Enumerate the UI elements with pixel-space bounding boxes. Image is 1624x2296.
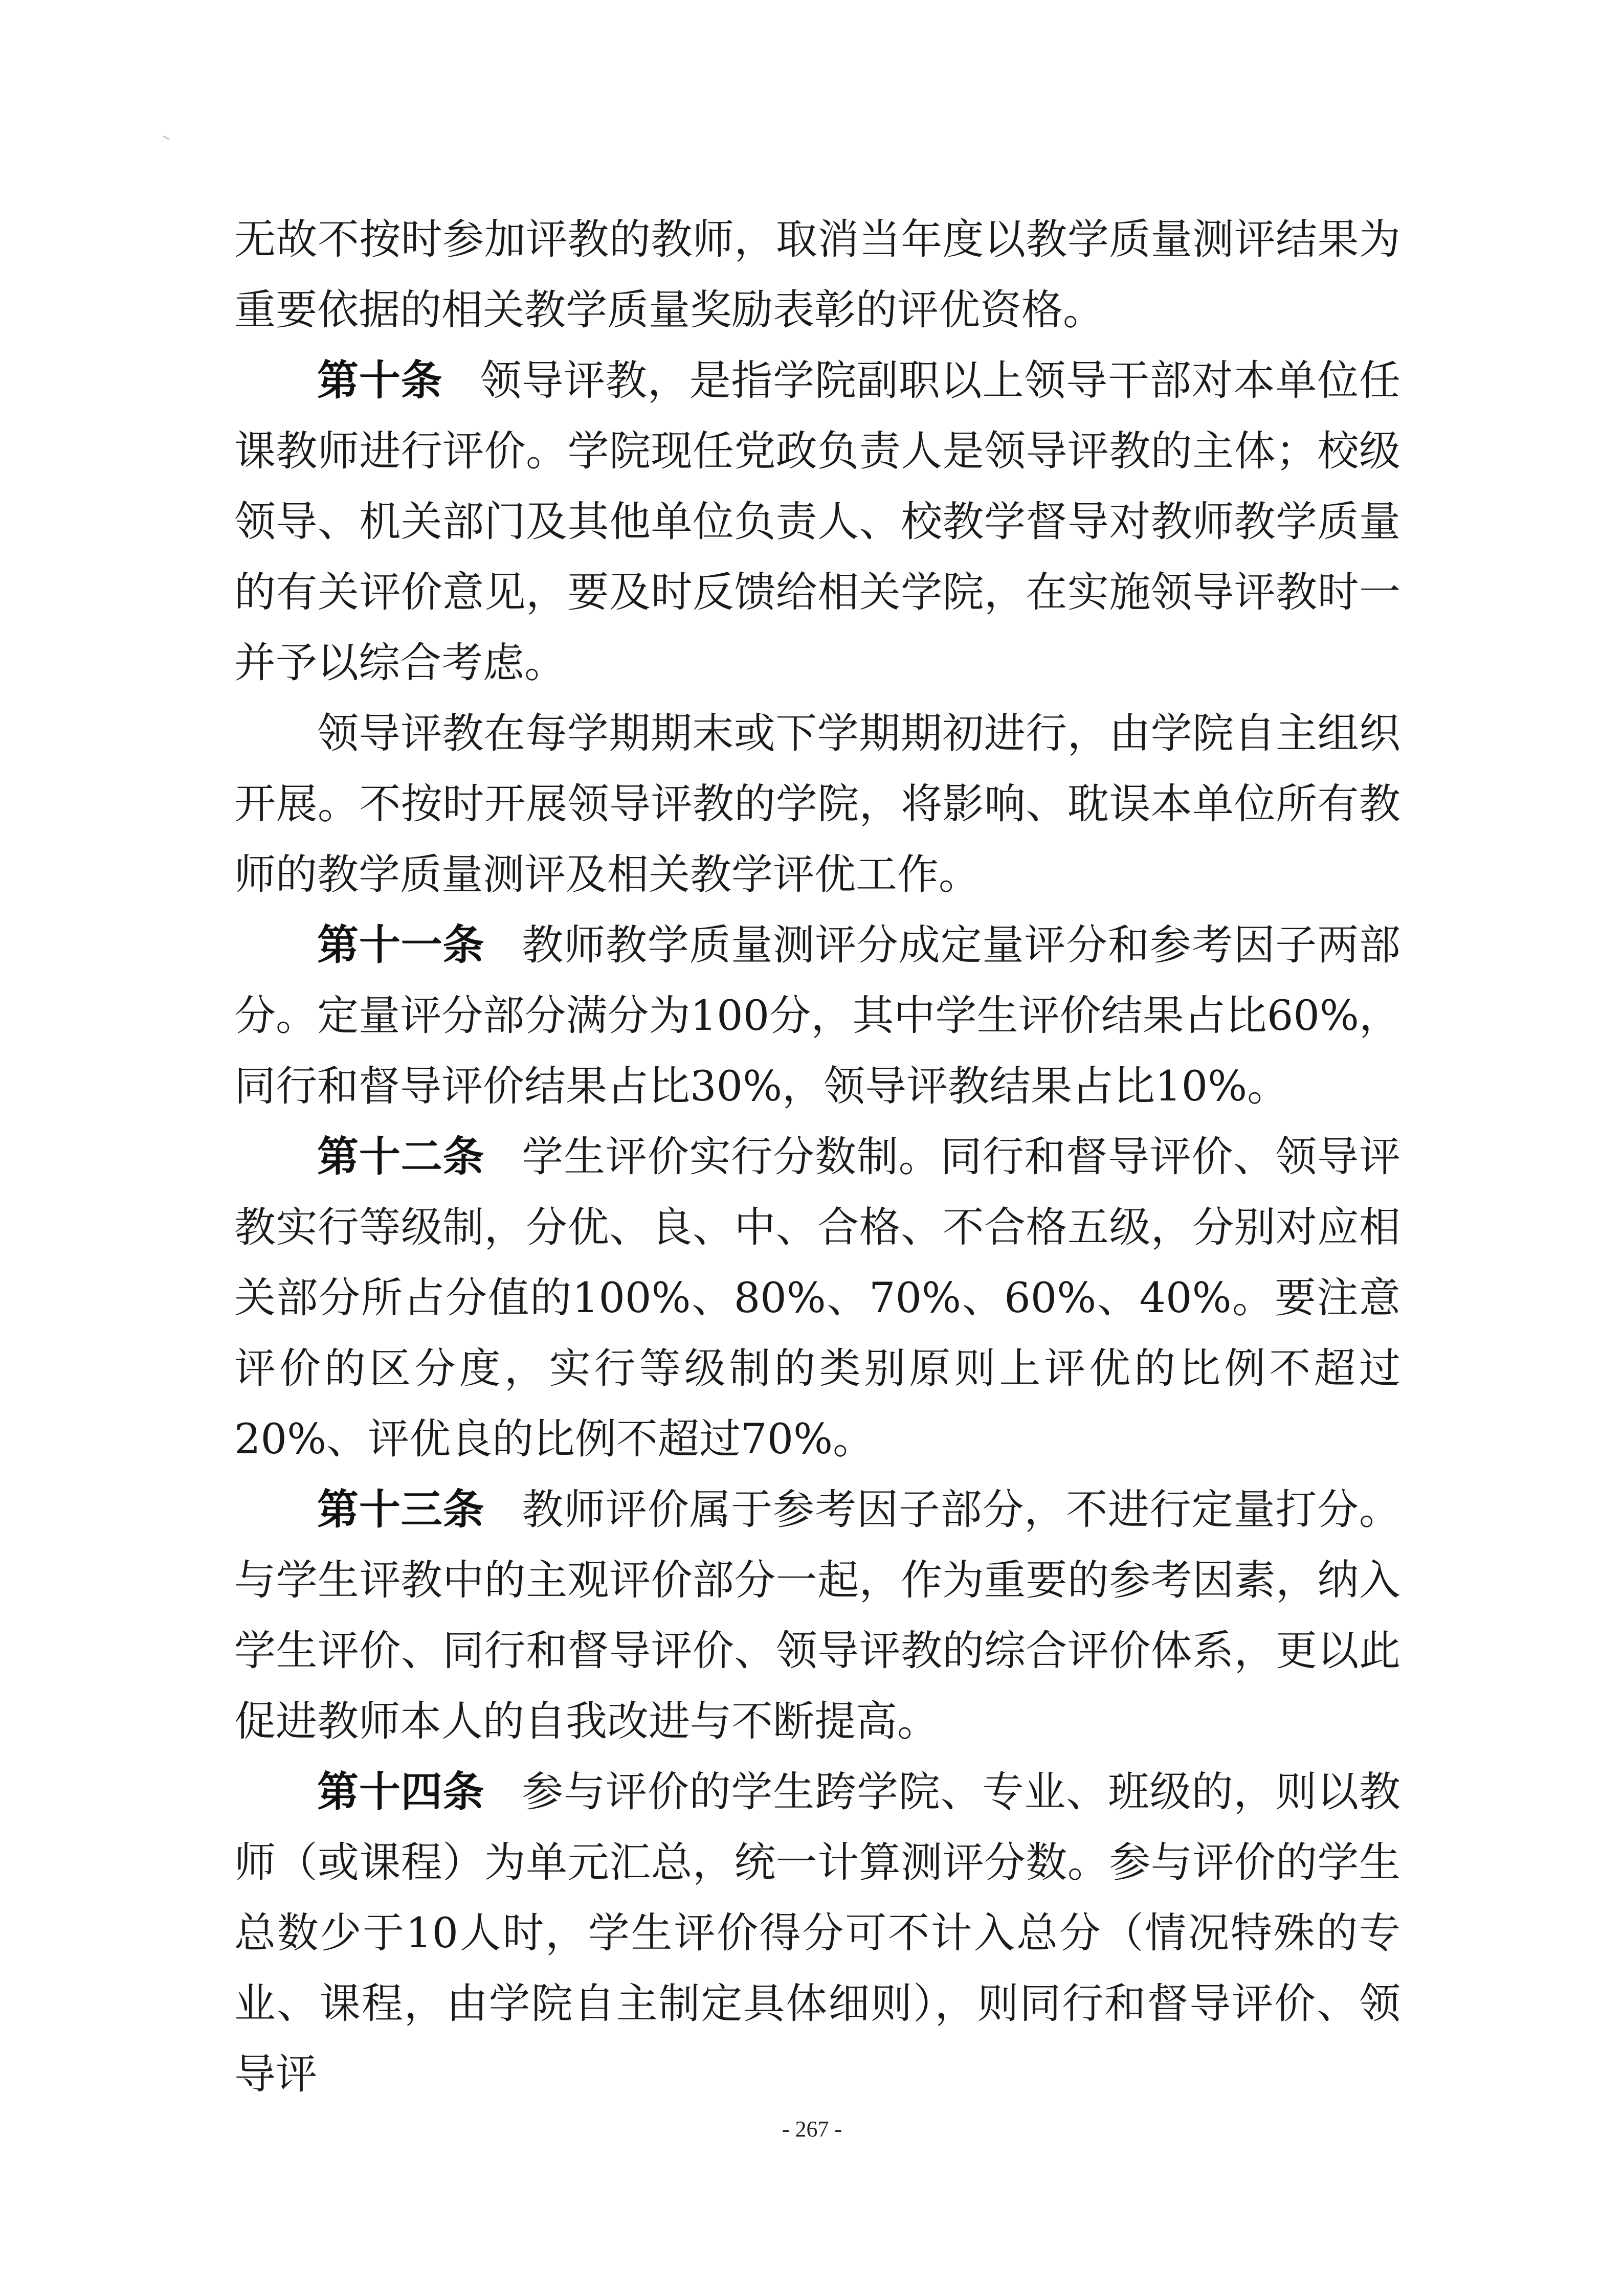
article-heading: 第十四条 [317,1768,485,1816]
article-13 [234,1475,1400,1757]
article-14 [234,1757,1400,2110]
scan-artifact-mark [163,136,170,140]
page-number: - 267 - [782,2117,842,2142]
article-heading: 第十二条 [317,1133,485,1181]
article-12 [234,1122,1400,1475]
article-heading: 第十三条 [317,1486,485,1534]
article-11 [234,910,1400,1122]
paragraph-text: 参与评价的学生跨学院、专业、班级的，则以教师（或课程）为单元汇总，统一计算测评分数。参与评价的学生总数少于10人时，学生评价得分可不计入总分（情况特殊的专业、课程，由学院自主制定具体细则），则同行和督导评价、领导评 [234,1768,1400,2099]
paragraph-text: 教师教学质量测评分成定量评分和参考因子两部分。定量评分部分满分为100分，其中学生评价结果占比60%，同行和督导评价结果占比30%，领导评教结果占比10%。 [234,921,1400,1111]
paragraph-text: 领导评教在每学期期末或下学期期初进行，由学院自主组织开展。不按时开展领导评教的学院，将影响、耽误本单位所有教师的教学质量测评及相关教学评优工作。 [234,710,1400,899]
paragraph-text: 学生评价实行分数制。同行和督导评价、领导评教实行等级制，分优、良、中、合格、不合格五级，分别对应相关部分所占分值的100%、80%、70%、60%、40%。要注意评价的区分度，实行等级制的类别原则上评优的比例不超过20%、评优良的比例不超过70%。 [234,1133,1400,1464]
article-10 [234,346,1400,699]
paragraph-leader-evaluation-timing [234,699,1400,910]
document-body [234,205,1400,2110]
article-heading: 第十一条 [317,921,485,970]
article-heading: 第十条 [317,357,443,405]
paragraph-continuation [234,205,1400,346]
paragraph-text: 无故不按时参加评教的教师，取消当年度以教学质量测评结果为重要依据的相关教学质量奖励表彰的评优资格。 [234,216,1400,334]
paragraph-text: 教师评价属于参考因子部分，不进行定量打分。与学生评教中的主观评价部分一起，作为重要的参考因素，纳入学生评价、同行和督导评价、领导评教的综合评价体系，更以此促进教师本人的自我改进与不断提高。 [234,1486,1400,1746]
paragraph-text: 领导评教，是指学院副职以上领导干部对本单位任课教师进行评价。学院现任党政负责人是领导评教的主体；校级领导、机关部门及其他单位负责人、校教学督导对教师教学质量的有关评价意见，要及时反馈给相关学院，在实施领导评教时一并予以综合考虑。 [234,357,1400,687]
